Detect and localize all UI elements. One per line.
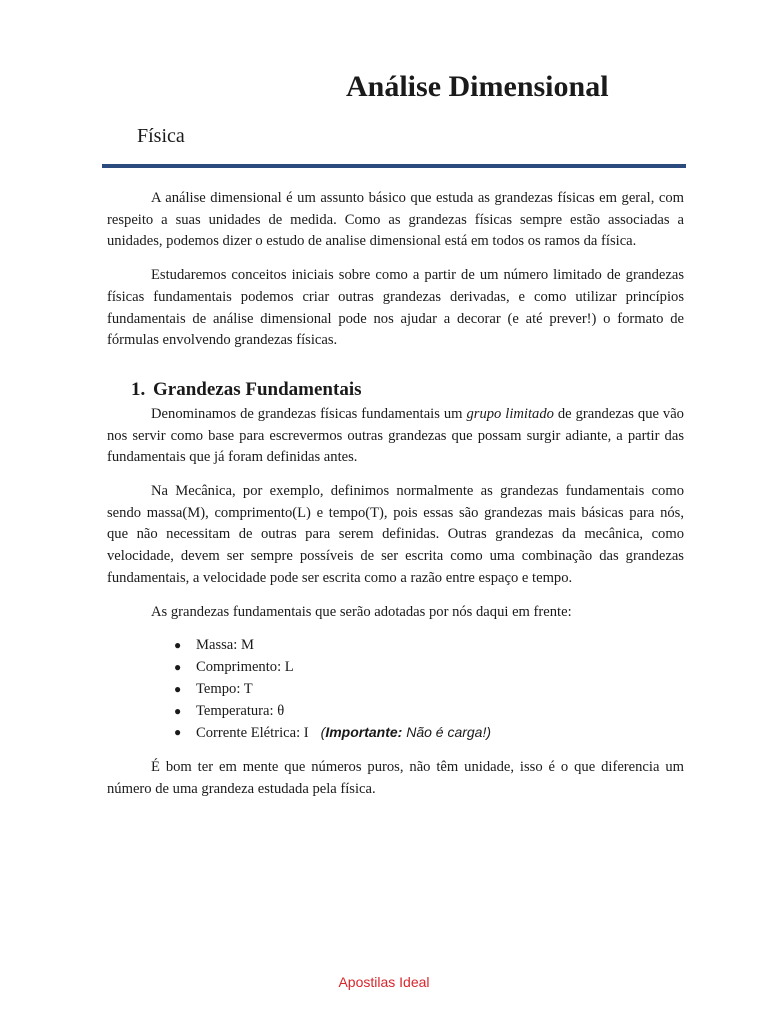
list-item [107, 722, 684, 745]
section-title: Grandezas Fundamentais [153, 378, 362, 400]
document-body [107, 188, 684, 813]
list-item [107, 701, 684, 723]
note-paren: ( [320, 724, 326, 741]
section-paragraph-1 [107, 404, 684, 469]
title-divider [102, 164, 686, 168]
note-text: Não é carga!) [402, 724, 492, 741]
section-paragraph-2: Na Mecânica, por exemplo, definimos normalmente as grandezas fundamentais como sendo massa(M), comprimento(L) e tempo(T), pois essas são grandezas mais básicas para nós, que não necessitam de outras para serem definidas. Outras grandezas da mecânica, como velocidade, devem ser sempre possíveis de ser escrita como uma combinação das grandezas fundamentais, a velocidade pode ser escrita como a razão entre espaço e tempo. [107, 483, 684, 586]
list-item [107, 679, 684, 701]
fundamental-quantities-list [107, 635, 684, 745]
bullet-dot-icon: ● [174, 660, 182, 675]
footer-brand: Apostilas Ideal [338, 974, 430, 990]
list-item-text: Massa: M [196, 637, 254, 654]
section-paragraph-3: As grandezas fundamentais que serão adotadas por nós daqui em frente: [151, 603, 572, 620]
section-paragraph-4: É bom ter em mente que números puros, não têm unidade, isso é o que diferencia um número de uma grandeza estudada pela física. [107, 759, 684, 797]
document-title: Análise Dimensional [346, 70, 609, 103]
bullet-dot-icon: ● [174, 703, 182, 718]
section-heading [131, 378, 684, 402]
emphasis-text: grupo limitado [466, 405, 554, 422]
document-subtitle: Física [137, 125, 185, 147]
list-item [107, 635, 684, 657]
paragraph-text: Denominamos de grandezas físicas fundamentais um [151, 405, 467, 422]
paragraph-text: de grandezas que vão nos servir como base para escrevermos outras grandezas que possam surgir adiante, a partir das fundamentais que já foram definidas antes. [107, 405, 684, 466]
list-item-text: Tempo: T [196, 680, 253, 697]
important-note [321, 724, 491, 740]
section-number: 1. [131, 378, 146, 400]
intro-paragraph-2: Estudaremos conceitos iniciais sobre como a partir de um número limitado de grandezas físicas fundamentais podemos criar outras grandezas derivadas, e como utilizar princípios fundamentais de análise dimensional pode nos ajudar a decorar (e até prever!) o formato de fórmulas envolvendo grandezas físicas. [107, 267, 684, 349]
list-item [107, 657, 684, 679]
bullet-dot-icon: ● [174, 725, 182, 740]
intro-paragraph-1: A análise dimensional é um assunto básico que estuda as grandezas físicas em geral, com respeito a suas unidades de medida. Como as grandezas físicas sempre estão associadas a unidades, podemos dizer o estudo de analise dimensional está em todos os ramos da física. [107, 190, 684, 250]
list-item-text: Comprimento: L [196, 659, 294, 676]
list-item-text: Corrente Elétrica: I [196, 725, 309, 742]
bullet-dot-icon: ● [174, 681, 182, 696]
bullet-dot-icon: ● [174, 638, 182, 653]
list-item-text: Temperatura: θ [196, 702, 285, 719]
note-label: Importante: [325, 724, 403, 741]
